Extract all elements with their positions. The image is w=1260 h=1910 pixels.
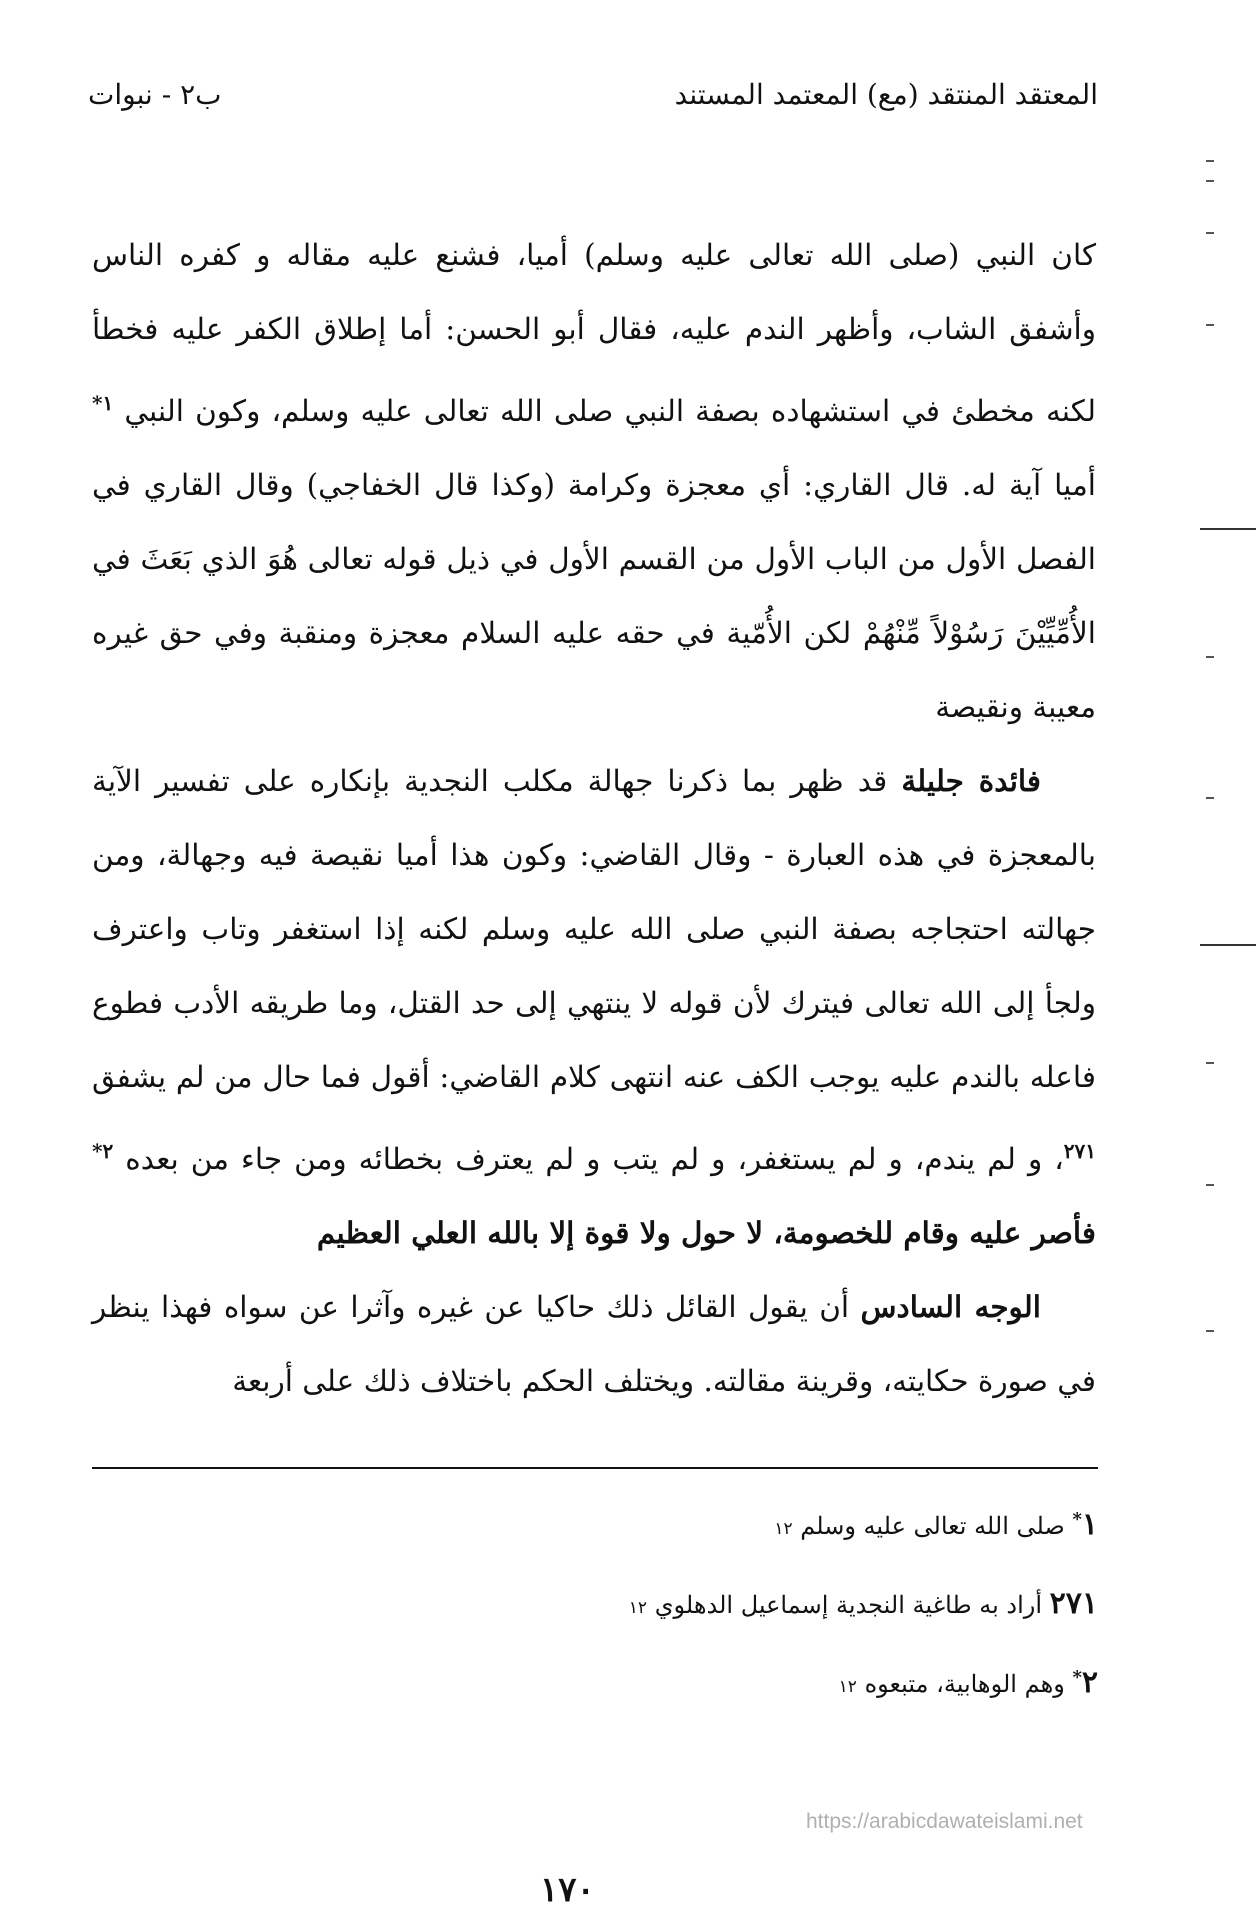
footnote-marker-1: ١* [92,391,114,415]
margin-dot [1206,656,1214,658]
footnote-marker-2: ٢* [92,1138,114,1163]
footnote-ref: ١٢ [838,1677,857,1697]
paragraph-3 [92,1270,1096,1418]
margin-dot [1206,1062,1214,1064]
margin-dot [1206,324,1214,326]
paragraph-1-end: أميا آية له. قال القاري: أي معجزة وكرامة (وكذا قال الخفاجي) وقال القاري في الفصل الأول من الباب الأول من القسم الأول في ذيل قوله تعالى هُوَ الذي بَعَثَ في الأُمِّيِّيْنَ رَسُوْلاً مِّنْهُمْ لكن الأُمّية في حقه عليه السلام معجزة ومنقبة وفي حق غيره معيبة ونقيصة [92,467,1097,724]
paragraph-2-text-a: قد ظهر بما ذكرنا جهالة مكلب النجدية بإنكاره على تفسير الآية بالمعجزة في هذه العبارة - وقال القاضي: وكون هذا أميا نقيصة فيه وجهالة، ومن جهالته احتجاجه بصفة النبي صلى الله عليه وسلم لكنه إذا استغفر وتاب واعترف ولجأ إلى الله تعالى فيترك لأن قوله لا ينتهي إلى حد القتل، وما طريقه الأدب فطوع فاعله بالندم عليه يوجب الكف عنه انتهى كلام القاضي: أقول فما حال من لم يشفق [92,763,1096,1094]
margin-dot [1206,1330,1214,1332]
footnote-text: وهم الوهابية، متبعوه [864,1670,1065,1698]
footnote-ref-271: ٢٧١ [1063,1138,1096,1163]
watermark-url: https://arabicdawateislami.net [806,1810,1083,1833]
footnote-text: أراد به طاغية النجدية إسماعيل الدهلوي [654,1591,1043,1619]
running-header [88,72,1098,122]
main-text [92,218,1096,1418]
margin-dot [1206,180,1214,182]
margin-dot [1206,160,1214,162]
paragraph-1-text: كان النبي (صلى الله تعالى عليه وسلم) أميا، فشنع عليه مقاله و كفره الناس وأشفق الشاب، وأظهر الندم عليه، فقال أبو الحسن: أما إطلاق الكفر عليه فخطأ لكنه مخطئ في استشهاده بصفة النبي صلى الله تعالى عليه وسلم، وكون النبي [92,238,1096,428]
footnotes [92,1485,1098,1722]
paragraph-3-text: أن يقول القائل ذلك حاكيا عن غيره وآثرا عن سواه فهذا ينظر في صورة حكايته، وقرينة مقالته. ويختلف الحكم باختلاف ذلك على أربعة [92,1289,1096,1398]
margin-dot [1206,232,1214,234]
footnote-ref: ١٢ [628,1598,648,1618]
footnote-star: * [1072,1509,1082,1530]
book-title: المعتقد المنتقد (مع) المعتمد المستند [674,78,1098,111]
footnote-star: * [1072,1667,1082,1688]
footnote-number: ١ [1081,1507,1098,1542]
paragraph-2 [92,744,1096,1270]
margin-dot [1206,1184,1214,1186]
paragraph-2-tail: فأصر عليه وقام للخصومة، لا حول ولا قوة إلا بالله العلي العظيم [316,1214,1096,1250]
paragraph-2-text-b: ، و لم يندم، و لم يستغفر، و لم يتب و لم يعترف بخطائه ومن جاء من بعده [125,1141,1064,1176]
section-label: ب٢ - نبوات [88,78,222,111]
footnote-item [92,1564,1098,1643]
footnote-item [92,1643,1098,1722]
margin-dot [1206,797,1214,799]
footnote-item [92,1485,1098,1564]
footnote-text: صلى الله تعالى عليه وسلم [800,1512,1065,1540]
paragraph-3-heading: الوجه السادس [860,1288,1041,1324]
footnote-ref: ١٢ [774,1519,793,1539]
margin-rule [1200,944,1256,946]
paragraph-1 [92,218,1096,744]
footnote-number: ٢٧١ [1049,1586,1098,1621]
page-number: ١٧٠ [540,1870,595,1910]
footnote-separator [92,1467,1098,1469]
footnote-number: ٢ [1081,1665,1098,1700]
margin-rule [1200,528,1256,530]
paragraph-2-heading: فائدة جليلة [901,762,1041,798]
